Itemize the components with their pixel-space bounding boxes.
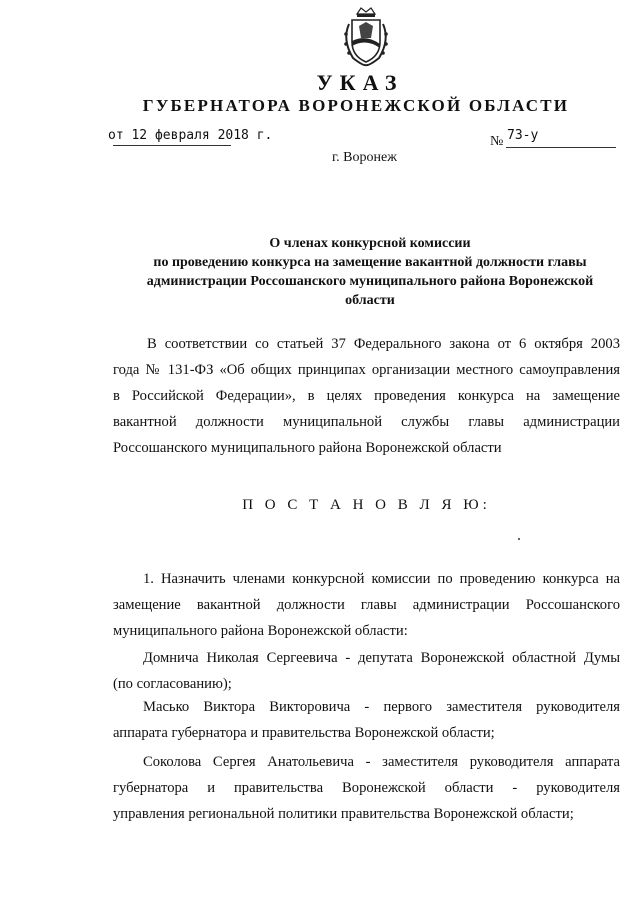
preamble-paragraph xyxy=(113,331,620,461)
member-line: Домнича Николая Сергеевича - депутата Воронежской областной Думы xyxy=(143,650,620,666)
point-1-line: 1. Назначить членами конкурсной комиссии по проведению конкурса на xyxy=(143,571,620,587)
decree-city: г. Воронеж xyxy=(332,150,397,165)
preamble-line: В соответствии со статьей 37 Федерального закона от 6 октября 2003 xyxy=(147,336,620,352)
heading-line: по проведению конкурса на замещение вакантной должности главы xyxy=(153,255,587,270)
member-line: аппарата губернатора и правительства Воронежской области; xyxy=(113,725,495,741)
point-1-line: муниципального района Воронежской области: xyxy=(113,623,408,639)
member-line: Соколова Сергея Анатольевича - заместителя руководителя аппарата xyxy=(143,754,620,770)
member-line: (по согласованию); xyxy=(113,676,232,692)
decree-heading xyxy=(120,234,620,310)
decree-number-label: № xyxy=(490,134,504,149)
heading-line: администрации Россошанского муниципального района Воронежской xyxy=(146,274,594,289)
heading-line: области xyxy=(345,293,395,308)
decree-resolution-word: П О С Т А Н О В Л Я Ю: xyxy=(242,497,491,513)
member-item xyxy=(113,645,620,697)
date-underline xyxy=(113,145,231,146)
preamble-line: вакантной должности муниципальной службы главы администрации xyxy=(113,414,620,430)
coat-of-arms-icon xyxy=(337,4,395,68)
member-item xyxy=(113,694,620,746)
preamble-line: Россошанского муниципального района Воронежской области xyxy=(113,440,502,456)
point-1-line: замещение вакантной должности главы администрации Россошанского xyxy=(113,597,620,613)
preamble-line: года № 131-ФЗ «Об общих принципах организации местного самоуправления xyxy=(113,362,620,378)
number-underline xyxy=(506,147,616,148)
document-type-title: УКАЗ xyxy=(316,70,404,95)
scan-speck xyxy=(518,538,520,540)
member-line: губернатора и правительства Воронежской области - руководителя xyxy=(113,780,620,796)
member-line: управления региональной политики правительства Воронежской области; xyxy=(113,806,574,822)
preamble-line: в Российской Федерации», в целях проведения конкурса на замещение xyxy=(113,388,620,404)
member-line: Масько Виктора Викторовича - первого заместителя руководителя xyxy=(143,699,620,715)
document-issuer-title: ГУБЕРНАТОРА ВОРОНЕЖСКОЙ ОБЛАСТИ xyxy=(142,96,570,115)
heading-line: О членах конкурсной комиссии xyxy=(269,236,471,251)
decree-number: 73-у xyxy=(507,128,539,143)
decree-date: от 12 февраля 2018 г. xyxy=(108,128,273,143)
point-1-paragraph xyxy=(113,566,620,644)
member-item xyxy=(113,749,620,827)
